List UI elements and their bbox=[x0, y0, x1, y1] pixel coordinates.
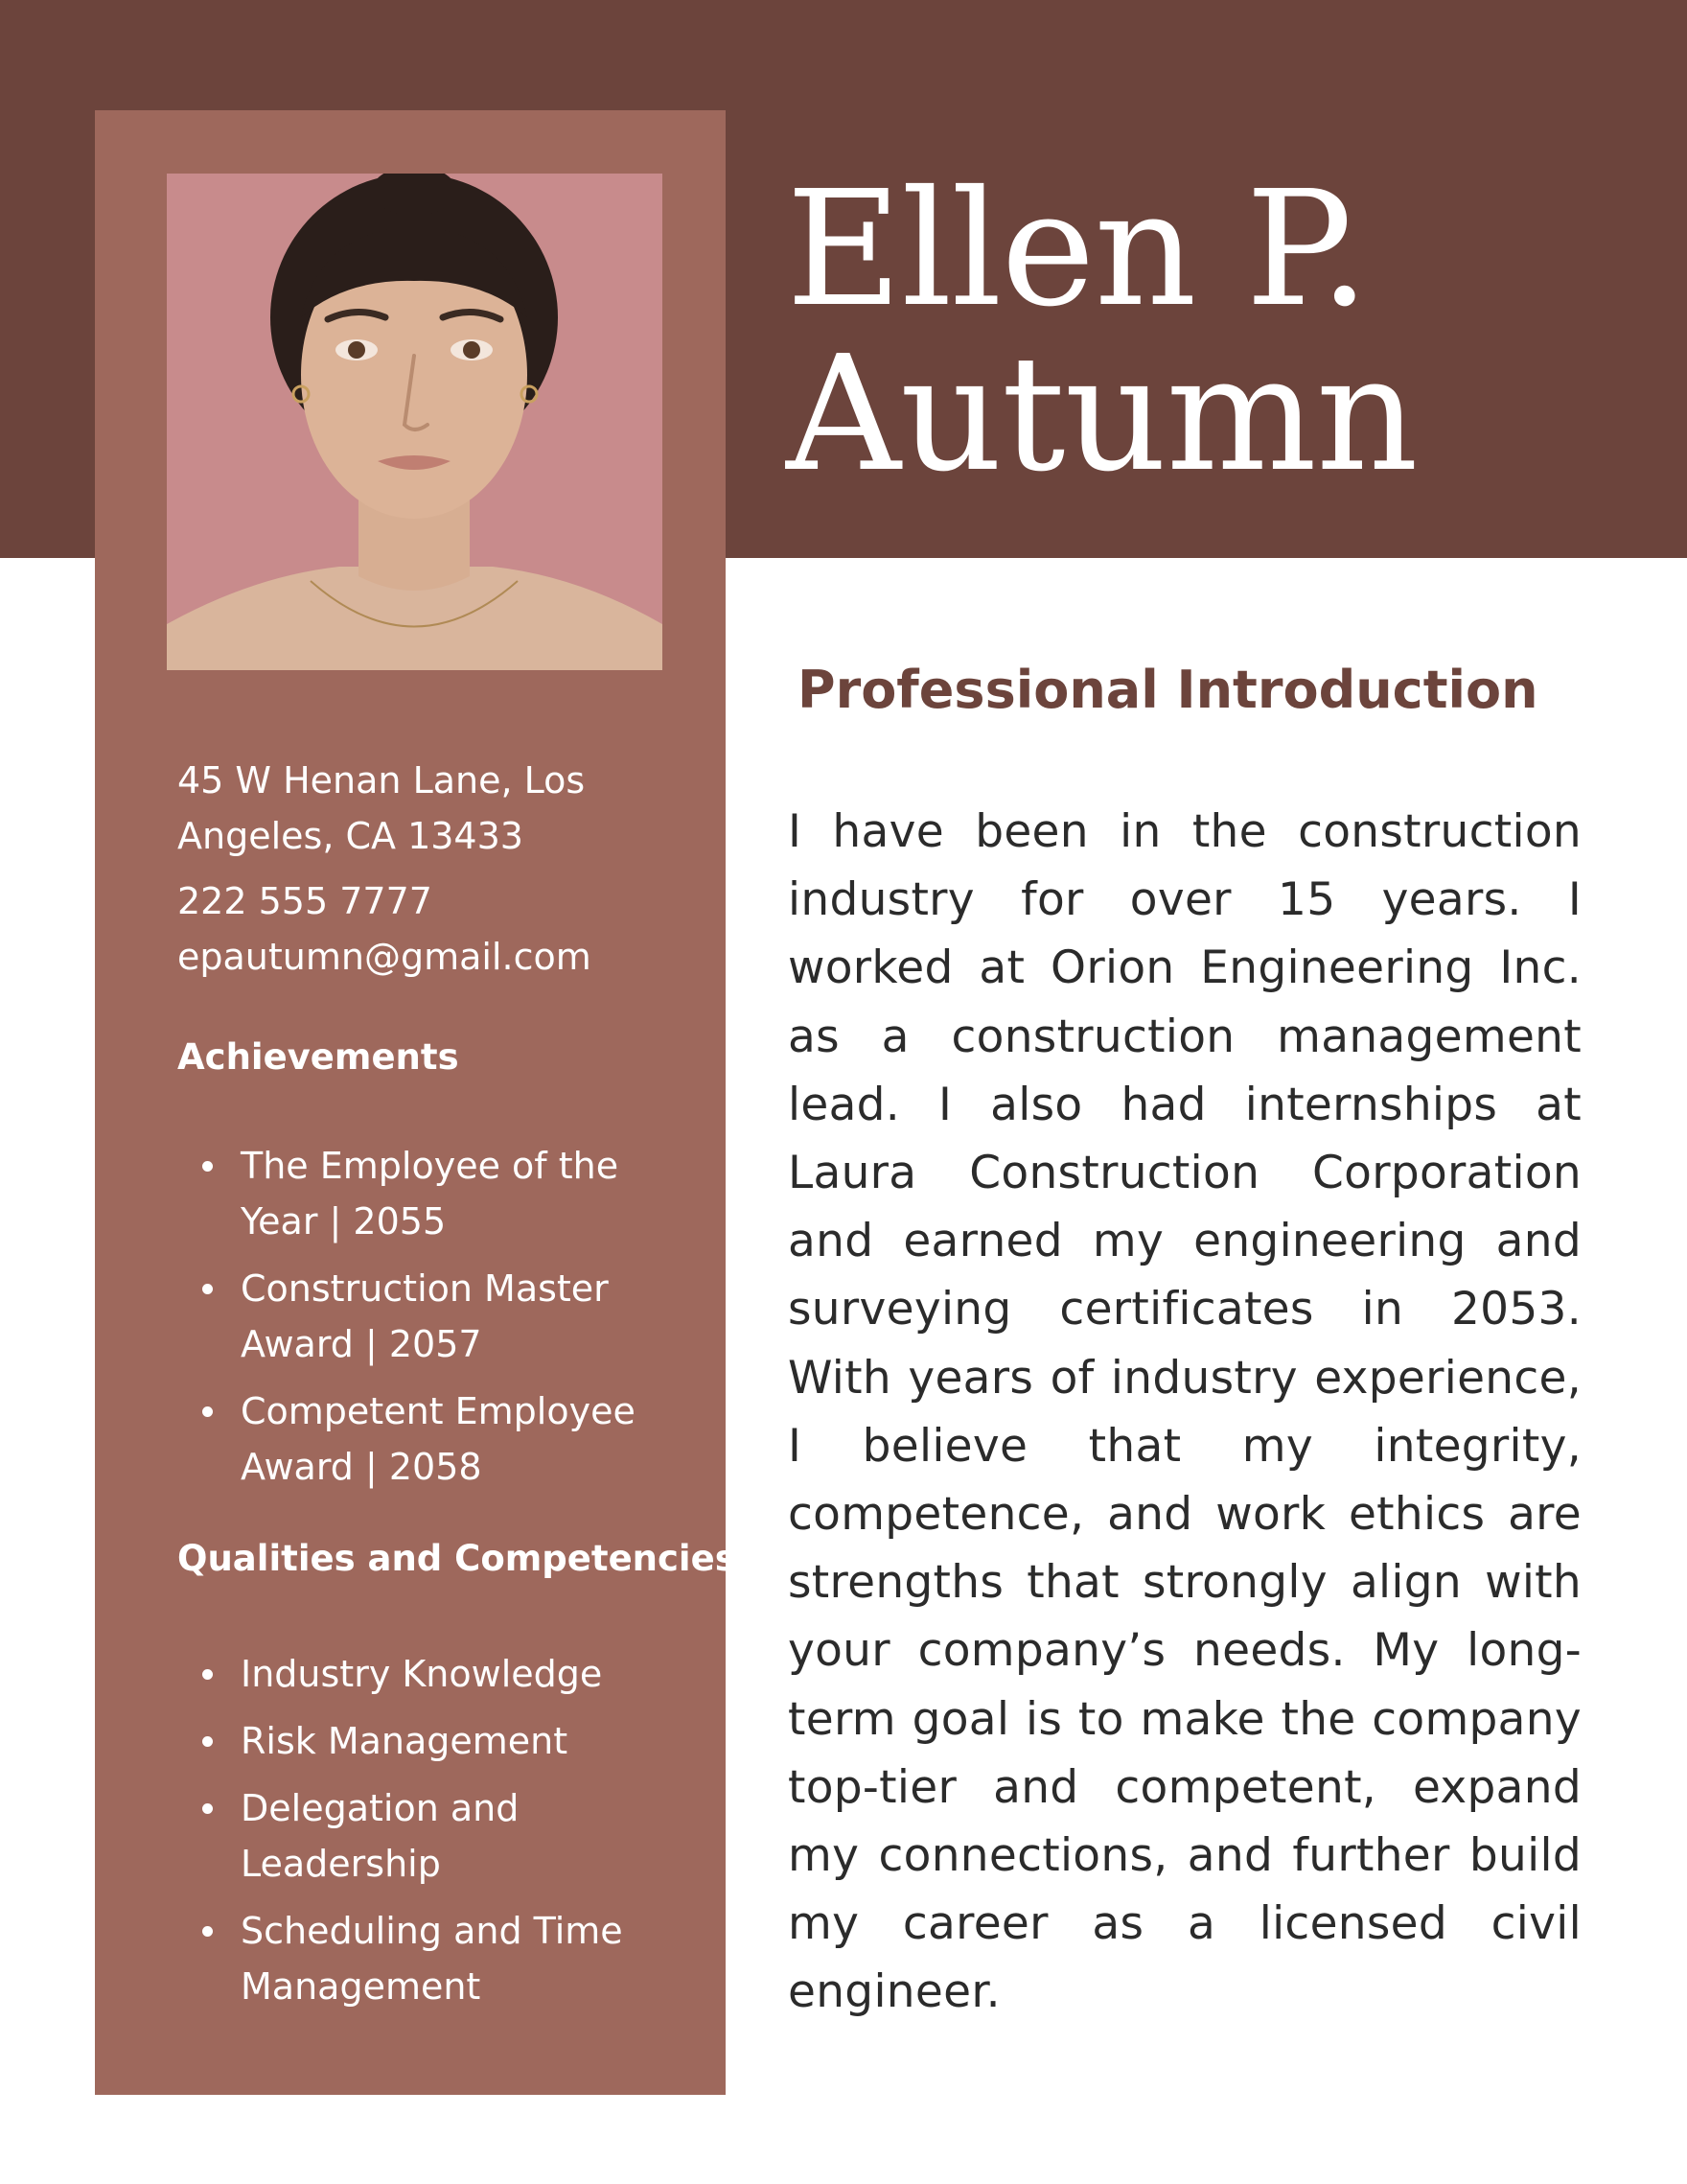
achievement-line: The Employee of the bbox=[241, 1145, 619, 1187]
achievement-item bbox=[177, 1138, 714, 1249]
quality-line: Management bbox=[241, 1965, 481, 2008]
achievement-line: Award | 2057 bbox=[241, 1323, 482, 1365]
achievement-line: Year | 2055 bbox=[241, 1200, 447, 1243]
sidebar bbox=[95, 110, 736, 2095]
quality-item bbox=[177, 1713, 714, 1769]
qualities-list bbox=[177, 1646, 714, 2026]
achievements-list bbox=[177, 1138, 714, 1506]
quality-item bbox=[177, 1903, 714, 2014]
address-line-1: 45 W Henan Lane, Los bbox=[177, 759, 586, 802]
achievement-line: Construction Master bbox=[241, 1267, 609, 1310]
quality-line: Delegation and bbox=[241, 1787, 520, 1829]
email-address: epautumn@gmail.com bbox=[177, 936, 591, 978]
introduction-heading: Professional Introduction bbox=[797, 660, 1538, 720]
portrait-illustration bbox=[167, 174, 662, 670]
address-line-2: Angeles, CA 13433 bbox=[177, 815, 523, 857]
left-iris bbox=[348, 341, 365, 359]
phone-number: 222 555 7777 bbox=[177, 880, 432, 922]
profile-photo bbox=[167, 174, 662, 670]
achievement-item bbox=[177, 1261, 714, 1372]
qualities-heading: Qualities and Competencies bbox=[177, 1538, 736, 1579]
name-line-1: Ellen P. bbox=[786, 157, 1370, 342]
achievement-line: Award | 2058 bbox=[241, 1446, 482, 1488]
quality-line: Risk Management bbox=[241, 1720, 568, 1762]
quality-line: Industry Knowledge bbox=[241, 1653, 603, 1695]
quality-line: Leadership bbox=[241, 1843, 441, 1885]
name-line-2: Autumn bbox=[786, 322, 1418, 507]
quality-item bbox=[177, 1646, 714, 1702]
right-iris bbox=[463, 341, 480, 359]
introduction-body: I have been in the construction industry for over 15 years. I worked at Orion Engineering Inc. as a construction management lead. I also had internships at Laura Construction Corporation and earned my engineering and surveying certificates in 2053. With years of industry experience, I believe that my integrity, competence, and work ethics are strengths that strongly align with your company’s needs. My long-term goal is to make the company top-tier and competent, expand my connections, and further build my career as a licensed civil engineer. bbox=[788, 805, 1582, 2019]
achievement-item bbox=[177, 1383, 714, 1495]
candidate-name bbox=[786, 157, 1418, 507]
achievements-heading: Achievements bbox=[177, 1036, 459, 1078]
quality-line: Scheduling and Time bbox=[241, 1910, 623, 1952]
quality-item bbox=[177, 1780, 714, 1892]
achievement-line: Competent Employee bbox=[241, 1390, 636, 1432]
contact-info bbox=[177, 753, 705, 985]
